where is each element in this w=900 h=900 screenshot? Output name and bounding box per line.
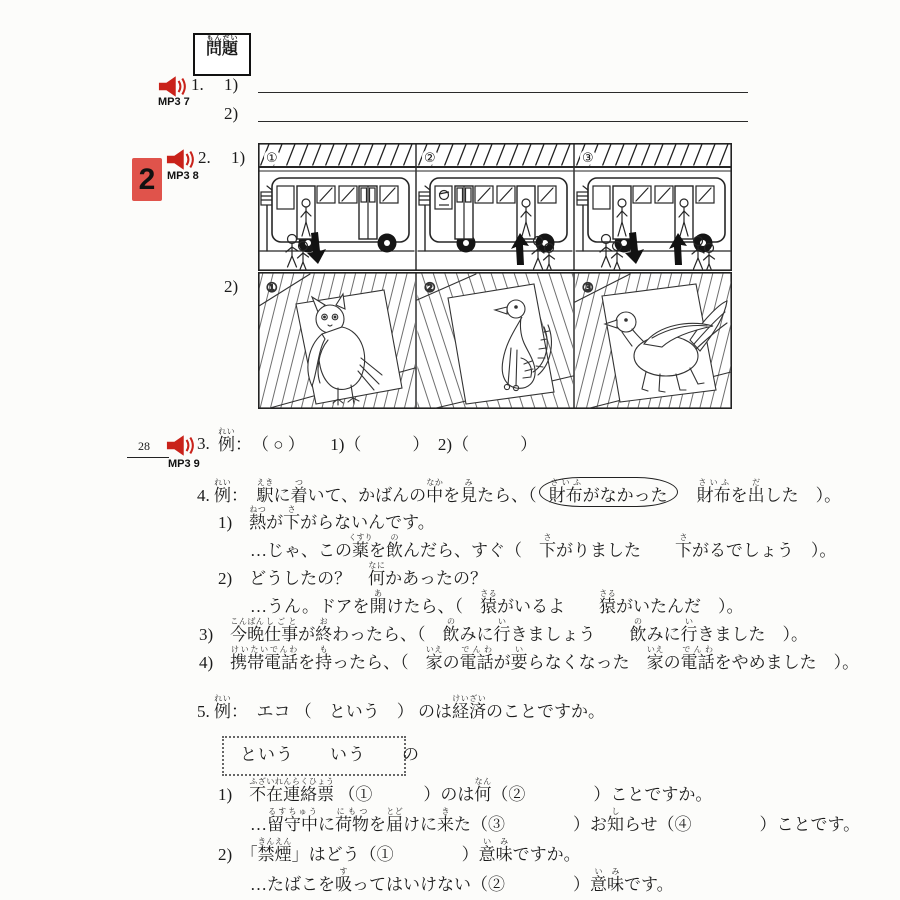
q5-item2-question: 2) 「禁煙きんえん」はどう（① ）意味いみですか。 [218, 837, 581, 864]
panel-number: ② [424, 281, 436, 296]
q4-item4-line: 4) 携帯電話けいたいでんわを持もったら、（ 家いえの電話でんわが要いらなくなった 家いえの電話でんわをやめました ）。 [199, 645, 860, 672]
q3-number: 3. [197, 434, 210, 453]
q4-item3-line: 3) 今晩こんばん仕事しごとが終おわったら、（ 飲のみに行いきましょう 飲のみに行いきました ）。 [199, 617, 809, 644]
q1-answer-line-2 [258, 121, 748, 122]
q5-item1-answer: …留守中るすちゅうに荷物にもつを届とどけに来きた（③ ）お知しらせ（④ ）ことです。 [250, 807, 861, 834]
animal-panel-1 [259, 274, 415, 409]
q5-item2-answer: …たばこを吸すってはいけない（② ）意味いみです。 [250, 867, 674, 894]
q4-item1-question: 1) 熱ねつが下さがらないんです。 [218, 505, 435, 532]
panel-number: ① [266, 151, 278, 166]
q4-example-line: 4. 例れい： 駅えきに着ついて、かばんの中なかを見みたら、（ 財布さいふがなかった 財布さいふを出だした ）。 [197, 478, 842, 505]
page-number: 28 [138, 439, 150, 453]
bus-illustration-strip [258, 143, 732, 271]
q5-example-line: 5. 例れい： エコ （ という ） のは経済けいざいのことですか。 [197, 694, 605, 721]
q1-number: 1. [191, 75, 204, 94]
q2-item1-label: 1) [231, 148, 246, 167]
mondai-label: 問題もんだい [205, 35, 238, 58]
q1-item1-label: 1) [224, 75, 239, 94]
mp3-track-label: MP3 9 [168, 458, 200, 470]
q1-answer-line-1 [258, 92, 748, 93]
panel-number: ③ [582, 281, 594, 296]
q5-choices-box: という いう の [222, 736, 406, 776]
unit-number-badge: 2 [132, 158, 162, 201]
animal-illustration-strip [258, 272, 732, 409]
panel-number: ③ [582, 151, 594, 166]
mp3-track-label: MP3 8 [167, 170, 199, 182]
animal-panel-2 [417, 274, 573, 409]
q3-example-line: 例れい： （ ○ ） 1)（ ） 2)（ ） [218, 427, 538, 454]
q4-item2-question: 2) どうしたの？ 何なにかあったの？ [218, 561, 488, 588]
animal-panel-3 [575, 274, 731, 409]
page-number-rule [127, 457, 169, 458]
q4-item1-answer: …じゃ、この薬くすりを飲のんだら、すぐ（ 下さがりました 下さがるでしょう ）。 [250, 533, 837, 560]
mp3-track-label: MP3 7 [158, 96, 190, 108]
q5-item1-question: 1) 不在連絡票ふざいれんらくひょう （① ）のは何なん（② ）ことですか。 [218, 777, 713, 804]
q1-item2-label: 2) [224, 104, 239, 123]
panel-number: ① [266, 281, 278, 296]
q2-number: 2. [198, 148, 211, 167]
mondai-header [193, 33, 251, 76]
audio-speaker-icon [158, 76, 186, 97]
q4-item2-answer: …うん。ドアを開あけたら、（ 猿さるがいるよ 猿さるがいたんだ ）。 [250, 589, 744, 616]
audio-speaker-icon [166, 149, 194, 170]
q2-item2-label: 2) [224, 277, 239, 296]
audio-speaker-icon [166, 435, 194, 456]
panel-number: ② [424, 151, 436, 166]
